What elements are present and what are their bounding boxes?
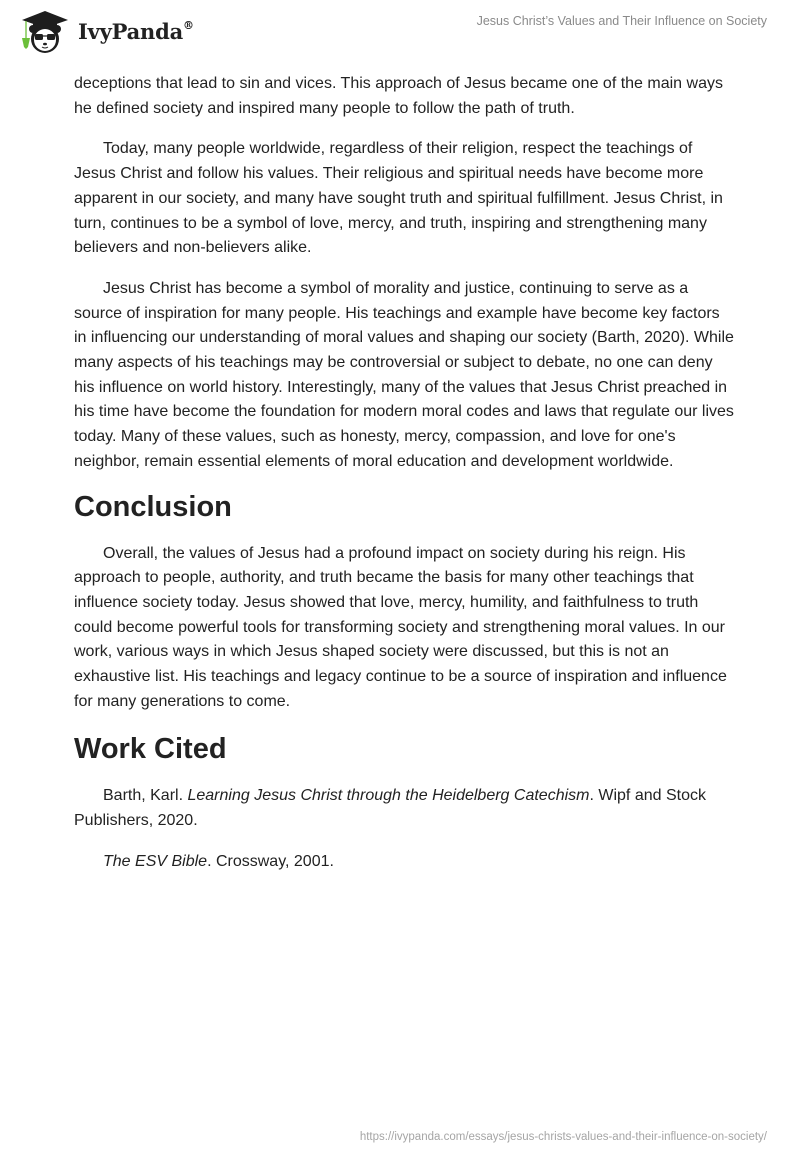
body-paragraph: Jesus Christ has become a symbol of morality and justice, continuing to serve as a source of inspiration for many people. His teachings and example have become key factors in influencing our understanding of moral values and shaping our society (Barth, 2020). While many aspects of his teachings may be controversial or subject to debate, no one can deny his influence on world history. Interestingly, many of the values that Jesus Christ preached in his time have become the foundation for modern moral codes and laws that regulate our lives today. Many of these values, such as honesty, mercy, compassion, and love for one's neighbor, remain essential elements of moral education and development worldwide. bbox=[74, 279, 734, 470]
citation-title: The ESV Bible bbox=[103, 852, 208, 870]
essay-content bbox=[74, 72, 734, 891]
panda-graduate-icon bbox=[16, 8, 74, 54]
page-header bbox=[0, 0, 800, 60]
citation-title: Learning Jesus Christ through the Heidelberg Catechism bbox=[187, 787, 590, 805]
document-title: Jesus Christ’s Values and Their Influence on Society bbox=[476, 14, 767, 28]
body-paragraph: Today, many people worldwide, regardless of their religion, respect the teachings of Jesus Christ and follow his values. Their religious and spiritual needs have become more apparent in our society, and many have sought truth and spiritual fulfillment. Jesus Christ, in turn, continues to be a symbol of love, mercy, and truth, inspiring and strengthening many believers and non-believers alike. bbox=[74, 140, 723, 257]
works-cited-heading: Work Cited bbox=[74, 733, 227, 766]
ivypanda-logo[interactable] bbox=[16, 8, 194, 54]
conclusion-paragraph: Overall, the values of Jesus had a profound impact on society during his reign. His approach to people, authority, and truth became the basis for many other teachings that influence society today. Jesus showed that love, mercy, humility, and faithfulness to truth could become powerful tools for transforming society and strengthening moral values. In our work, various ways in which Jesus shaped society were discussed, but this is not an exhaustive list. His teachings and legacy continue to be a source of inspiration and influence for many generations to come. bbox=[74, 544, 727, 710]
source-url[interactable]: https://ivypanda.com/essays/jesus-christs-values-and-their-influence-on-society/ bbox=[359, 1131, 767, 1143]
logo-text: IvyPanda® bbox=[78, 18, 194, 44]
citation-entry: The ESV Bible. Crossway, 2001. bbox=[103, 852, 334, 870]
body-paragraph: deceptions that lead to sin and vices. This approach of Jesus became one of the main ways he defined society and inspired many people to follow the path of truth. bbox=[74, 75, 723, 117]
citation-entry: Barth, Karl. Learning Jesus Christ through the Heidelberg Catechism. Wipf and Stock Publishers, 2020. bbox=[74, 787, 706, 830]
conclusion-heading: Conclusion bbox=[74, 490, 232, 523]
